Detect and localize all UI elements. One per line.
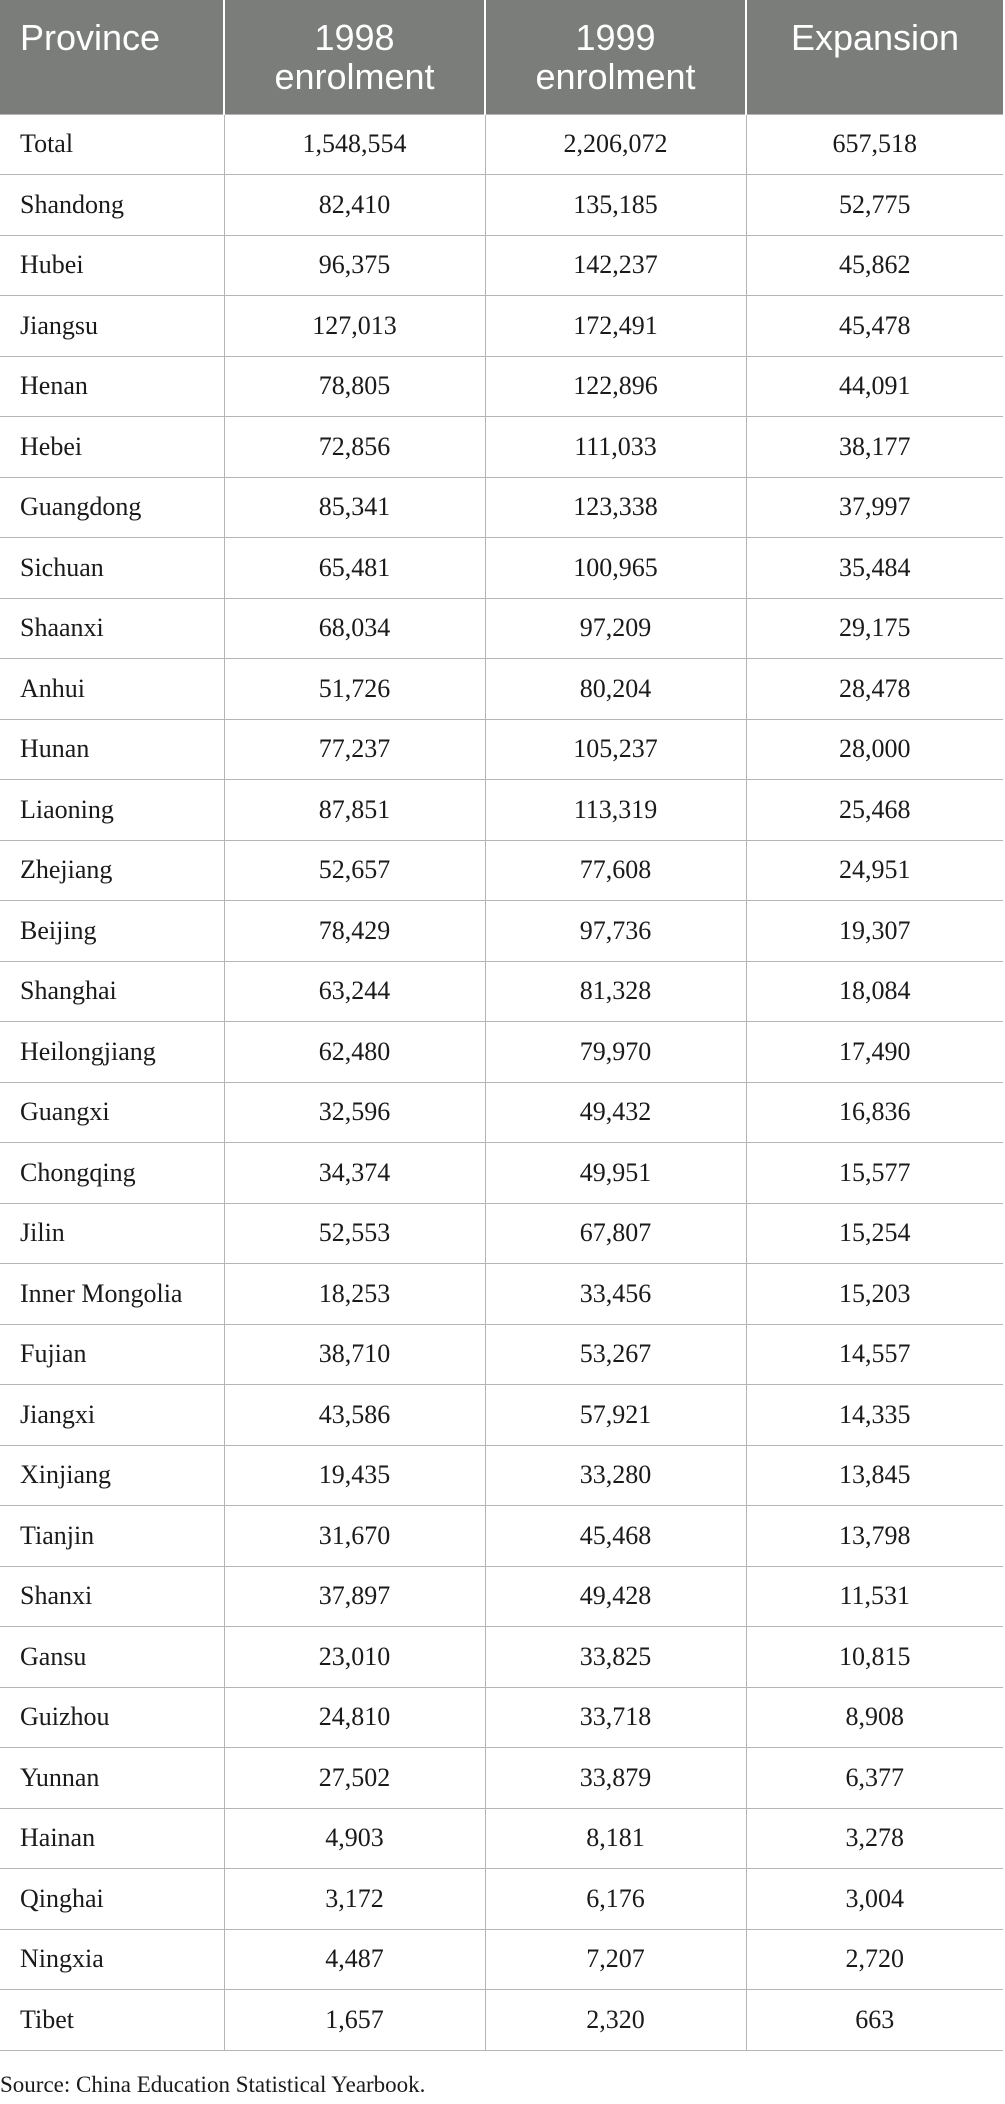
- expansion-cell: 44,091: [746, 356, 1003, 417]
- enrolment-1999-cell: 45,468: [485, 1506, 746, 1567]
- expansion-cell: 16,836: [746, 1082, 1003, 1143]
- enrolment-1999-cell: 172,491: [485, 296, 746, 357]
- table-row: [0, 417, 1003, 478]
- table-row: [0, 1566, 1003, 1627]
- province-cell: Jiangxi: [0, 1385, 224, 1446]
- enrolment-1998-cell: 32,596: [224, 1082, 485, 1143]
- enrolment-1999-cell: 97,209: [485, 598, 746, 659]
- table-row: [0, 1506, 1003, 1567]
- province-cell: Hainan: [0, 1808, 224, 1869]
- source-note: Source: China Education Statistical Yearbook.: [0, 2072, 426, 2097]
- table-row: [0, 1022, 1003, 1083]
- expansion-cell: 19,307: [746, 901, 1003, 962]
- province-cell: Heilongjiang: [0, 1022, 224, 1083]
- enrolment-1999-cell: 105,237: [485, 719, 746, 780]
- expansion-cell: 37,997: [746, 477, 1003, 538]
- table-row: [0, 1990, 1003, 2051]
- province-cell: Zhejiang: [0, 840, 224, 901]
- enrolment-1999-cell: 142,237: [485, 235, 746, 296]
- expansion-cell: 10,815: [746, 1627, 1003, 1688]
- enrolment-1998-cell: 27,502: [224, 1748, 485, 1809]
- enrolment-1999-cell: 53,267: [485, 1324, 746, 1385]
- expansion-cell: 52,775: [746, 175, 1003, 236]
- table-row: [0, 175, 1003, 236]
- enrolment-1999-cell: 8,181: [485, 1808, 746, 1869]
- enrolment-1998-cell: 31,670: [224, 1506, 485, 1567]
- enrolment-1998-cell: 34,374: [224, 1143, 485, 1204]
- province-cell: Qinghai: [0, 1869, 224, 1930]
- expansion-cell: 13,798: [746, 1506, 1003, 1567]
- province-cell: Shandong: [0, 175, 224, 236]
- province-cell: Total: [0, 114, 224, 175]
- province-cell: Guangdong: [0, 477, 224, 538]
- enrolment-1999-cell: 113,319: [485, 780, 746, 841]
- enrolment-1999-cell: 79,970: [485, 1022, 746, 1083]
- enrolment-1998-cell: 77,237: [224, 719, 485, 780]
- province-cell: Henan: [0, 356, 224, 417]
- enrolment-1999-cell: 2,320: [485, 1990, 746, 2051]
- enrolment-1999-cell: 33,280: [485, 1445, 746, 1506]
- enrolment-1998-cell: 68,034: [224, 598, 485, 659]
- enrolment-1999-cell: 33,456: [485, 1264, 746, 1325]
- table-row: [0, 901, 1003, 962]
- enrolment-1998-cell: 65,481: [224, 538, 485, 599]
- province-cell: Guangxi: [0, 1082, 224, 1143]
- table-row: [0, 1929, 1003, 1990]
- expansion-cell: 38,177: [746, 417, 1003, 478]
- enrolment-1998-cell: 51,726: [224, 659, 485, 720]
- province-cell: Tibet: [0, 1990, 224, 2051]
- enrolment-1998-cell: 82,410: [224, 175, 485, 236]
- province-cell: Shanxi: [0, 1566, 224, 1627]
- expansion-cell: 6,377: [746, 1748, 1003, 1809]
- province-cell: Beijing: [0, 901, 224, 962]
- table-header: [0, 0, 1003, 114]
- header-row: [0, 0, 1003, 114]
- table-row: [0, 1385, 1003, 1446]
- table-row: [0, 356, 1003, 417]
- table-row: [0, 1687, 1003, 1748]
- province-cell: Ningxia: [0, 1929, 224, 1990]
- enrolment-1999-cell: 33,718: [485, 1687, 746, 1748]
- enrolment-1998-cell: 3,172: [224, 1869, 485, 1930]
- table-row: [0, 780, 1003, 841]
- province-cell: Yunnan: [0, 1748, 224, 1809]
- enrolment-1999-cell: 100,965: [485, 538, 746, 599]
- expansion-cell: 663: [746, 1990, 1003, 2051]
- province-cell: Tianjin: [0, 1506, 224, 1567]
- province-cell: Liaoning: [0, 780, 224, 841]
- enrolment-1998-cell: 37,897: [224, 1566, 485, 1627]
- province-cell: Shanghai: [0, 961, 224, 1022]
- expansion-cell: 15,254: [746, 1203, 1003, 1264]
- enrolment-1999-cell: 6,176: [485, 1869, 746, 1930]
- table-row: [0, 1808, 1003, 1869]
- expansion-cell: 28,000: [746, 719, 1003, 780]
- enrolment-1999-cell: 2,206,072: [485, 114, 746, 175]
- expansion-cell: 14,335: [746, 1385, 1003, 1446]
- expansion-cell: 15,577: [746, 1143, 1003, 1204]
- enrolment-1998-cell: 62,480: [224, 1022, 485, 1083]
- table-row: [0, 1264, 1003, 1325]
- enrolment-1998-cell: 18,253: [224, 1264, 485, 1325]
- expansion-cell: 13,845: [746, 1445, 1003, 1506]
- enrolment-1998-cell: 1,548,554: [224, 114, 485, 175]
- enrolment-1998-cell: 52,657: [224, 840, 485, 901]
- table-row: [0, 1627, 1003, 1688]
- enrolment-1999-cell: 135,185: [485, 175, 746, 236]
- enrolment-1999-cell: 33,825: [485, 1627, 746, 1688]
- header-1998-enrolment: 1998 enrolment: [224, 0, 485, 114]
- expansion-cell: 45,862: [746, 235, 1003, 296]
- expansion-cell: 18,084: [746, 961, 1003, 1022]
- expansion-cell: 14,557: [746, 1324, 1003, 1385]
- expansion-cell: 35,484: [746, 538, 1003, 599]
- enrolment-1998-cell: 78,805: [224, 356, 485, 417]
- expansion-cell: 17,490: [746, 1022, 1003, 1083]
- expansion-cell: 3,278: [746, 1808, 1003, 1869]
- enrolment-1999-cell: 80,204: [485, 659, 746, 720]
- enrolment-1999-cell: 122,896: [485, 356, 746, 417]
- table-row: [0, 235, 1003, 296]
- enrolment-1998-cell: 52,553: [224, 1203, 485, 1264]
- province-cell: Hebei: [0, 417, 224, 478]
- expansion-cell: 29,175: [746, 598, 1003, 659]
- expansion-cell: 2,720: [746, 1929, 1003, 1990]
- enrolment-1998-cell: 4,903: [224, 1808, 485, 1869]
- province-cell: Hunan: [0, 719, 224, 780]
- enrolment-1999-cell: 123,338: [485, 477, 746, 538]
- expansion-cell: 3,004: [746, 1869, 1003, 1930]
- expansion-cell: 24,951: [746, 840, 1003, 901]
- header-1999-enrolment: 1999 enrolment: [485, 0, 746, 114]
- province-cell: Fujian: [0, 1324, 224, 1385]
- table-row: [0, 1082, 1003, 1143]
- enrolment-1998-cell: 87,851: [224, 780, 485, 841]
- province-cell: Guizhou: [0, 1687, 224, 1748]
- enrolment-1998-cell: 19,435: [224, 1445, 485, 1506]
- table-row: [0, 598, 1003, 659]
- province-cell: Hubei: [0, 235, 224, 296]
- province-cell: Jilin: [0, 1203, 224, 1264]
- enrolment-1998-cell: 24,810: [224, 1687, 485, 1748]
- table-row: [0, 1203, 1003, 1264]
- expansion-cell: 657,518: [746, 114, 1003, 175]
- province-cell: Xinjiang: [0, 1445, 224, 1506]
- province-cell: Jiangsu: [0, 296, 224, 357]
- enrolment-1999-cell: 77,608: [485, 840, 746, 901]
- enrolment-1998-cell: 127,013: [224, 296, 485, 357]
- header-expansion: Expansion: [746, 0, 1003, 114]
- table-row: [0, 477, 1003, 538]
- enrolment-1999-cell: 57,921: [485, 1385, 746, 1446]
- enrolment-1998-cell: 4,487: [224, 1929, 485, 1990]
- table-row: [0, 114, 1003, 175]
- enrolment-1999-cell: 111,033: [485, 417, 746, 478]
- enrolment-1999-cell: 33,879: [485, 1748, 746, 1809]
- enrolment-1998-cell: 38,710: [224, 1324, 485, 1385]
- enrolment-1998-cell: 72,856: [224, 417, 485, 478]
- province-cell: Shaanxi: [0, 598, 224, 659]
- enrolment-1998-cell: 23,010: [224, 1627, 485, 1688]
- enrolment-1999-cell: 49,432: [485, 1082, 746, 1143]
- table-row: [0, 1748, 1003, 1809]
- table-row: [0, 961, 1003, 1022]
- enrolment-1999-cell: 81,328: [485, 961, 746, 1022]
- province-cell: Anhui: [0, 659, 224, 720]
- enrolment-1999-cell: 97,736: [485, 901, 746, 962]
- enrolment-1998-cell: 85,341: [224, 477, 485, 538]
- table-row: [0, 538, 1003, 599]
- table-row: [0, 296, 1003, 357]
- province-cell: Sichuan: [0, 538, 224, 599]
- table-row: [0, 1324, 1003, 1385]
- table-row: [0, 840, 1003, 901]
- table-row: [0, 659, 1003, 720]
- table-row: [0, 1869, 1003, 1930]
- table-row: [0, 1445, 1003, 1506]
- province-cell: Chongqing: [0, 1143, 224, 1204]
- enrolment-1999-cell: 7,207: [485, 1929, 746, 1990]
- table-row: [0, 1143, 1003, 1204]
- enrolment-1998-cell: 1,657: [224, 1990, 485, 2051]
- table-row: [0, 719, 1003, 780]
- expansion-cell: 25,468: [746, 780, 1003, 841]
- table-body: [0, 114, 1003, 2050]
- enrolment-1998-cell: 96,375: [224, 235, 485, 296]
- expansion-cell: 11,531: [746, 1566, 1003, 1627]
- province-cell: Gansu: [0, 1627, 224, 1688]
- expansion-cell: 28,478: [746, 659, 1003, 720]
- enrolment-1998-cell: 43,586: [224, 1385, 485, 1446]
- province-cell: Inner Mongolia: [0, 1264, 224, 1325]
- enrolment-1998-cell: 78,429: [224, 901, 485, 962]
- expansion-cell: 15,203: [746, 1264, 1003, 1325]
- expansion-cell: 45,478: [746, 296, 1003, 357]
- header-province: Province: [0, 0, 224, 114]
- expansion-cell: 8,908: [746, 1687, 1003, 1748]
- enrolment-1999-cell: 67,807: [485, 1203, 746, 1264]
- enrolment-1999-cell: 49,951: [485, 1143, 746, 1204]
- enrolment-1998-cell: 63,244: [224, 961, 485, 1022]
- enrolment-1999-cell: 49,428: [485, 1566, 746, 1627]
